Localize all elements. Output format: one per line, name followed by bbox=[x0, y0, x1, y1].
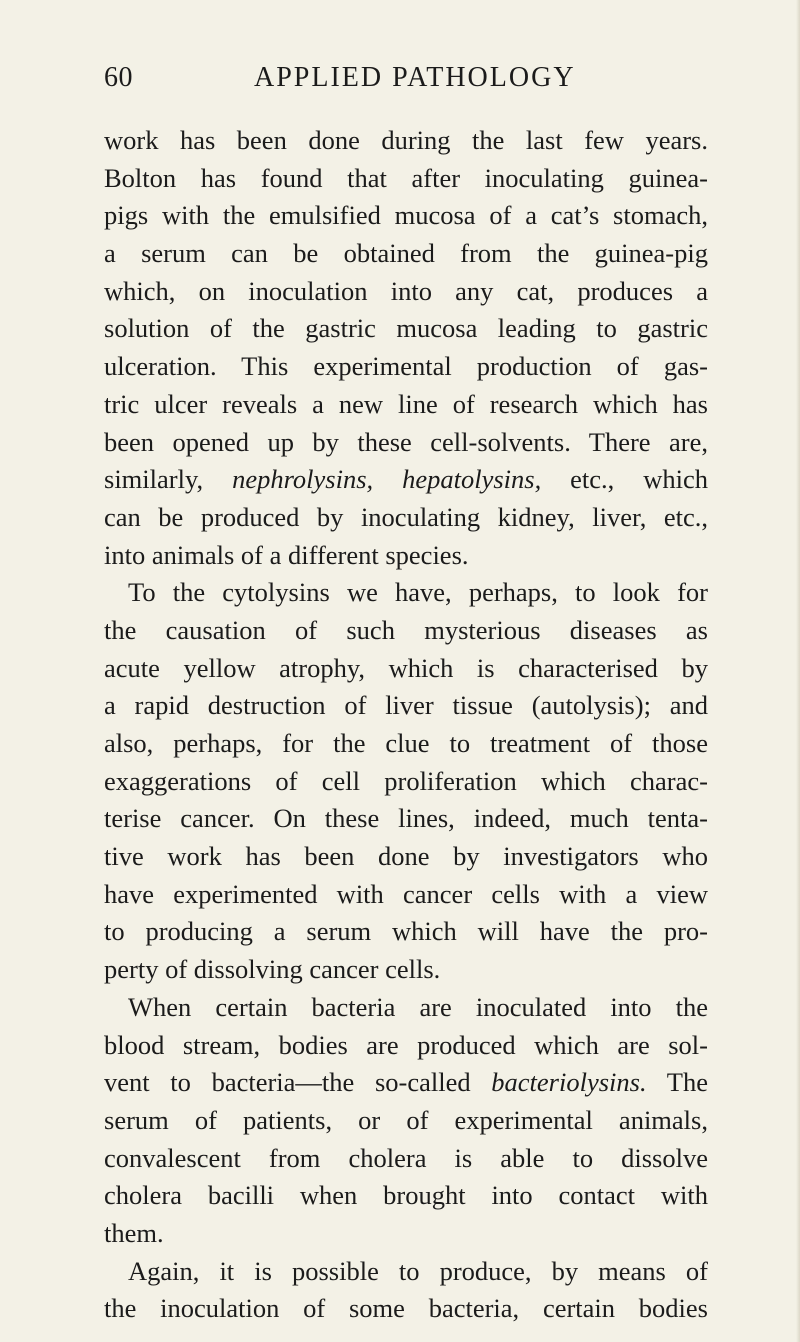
page-edge bbox=[796, 0, 800, 1342]
text-line bbox=[104, 160, 708, 198]
text-segment: them. bbox=[104, 1217, 164, 1248]
text-line bbox=[104, 424, 708, 462]
text-line bbox=[104, 310, 708, 348]
text-segment: to producing a serum which will have the pro- bbox=[104, 916, 708, 947]
text-segment: ulceration. This experimental production of gas- bbox=[104, 351, 708, 382]
text-segment: which, on inoculation into any cat, produces a bbox=[104, 275, 708, 306]
text-line bbox=[104, 1027, 708, 1065]
text-line bbox=[104, 1215, 708, 1253]
text-segment: convalescent from cholera is able to dissolve bbox=[104, 1142, 708, 1173]
text-line bbox=[104, 951, 708, 989]
text-line bbox=[104, 273, 708, 311]
text-segment: a serum can be obtained from the guinea-pig bbox=[104, 238, 708, 269]
text-line bbox=[104, 348, 708, 386]
text-segment: pigs with the emulsified mucosa of a cat’s stomach, bbox=[104, 200, 708, 231]
text-segment: Bolton has found that after inoculating guinea- bbox=[104, 162, 708, 193]
text-line bbox=[104, 386, 708, 424]
text-segment: perty of dissolving cancer cells. bbox=[104, 954, 441, 985]
text-segment: blood stream, bodies are produced which are sol- bbox=[104, 1029, 708, 1060]
text-line bbox=[104, 687, 708, 725]
text-line bbox=[104, 1177, 708, 1215]
text-segment: The bbox=[646, 1067, 708, 1098]
running-head bbox=[104, 62, 708, 102]
text-line bbox=[104, 725, 708, 763]
text-segment: vent to bacteria—the so-called bbox=[104, 1067, 492, 1098]
text-line bbox=[104, 612, 708, 650]
page-number: 60 bbox=[104, 62, 133, 93]
text-segment: To the cytolysins we have, perhaps, to look for bbox=[128, 577, 708, 608]
text-segment: similarly, bbox=[104, 464, 233, 495]
text-line bbox=[104, 1064, 708, 1102]
text-line bbox=[104, 1290, 708, 1328]
text-segment: Again, it is possible to produce, by means of bbox=[128, 1255, 708, 1286]
text-segment: also, perhaps, for the clue to treatment of those bbox=[104, 728, 708, 758]
text-line bbox=[104, 235, 708, 273]
text-line bbox=[104, 650, 708, 688]
text-line bbox=[104, 913, 708, 951]
text-segment: cholera bacilli when brought into contact with bbox=[104, 1180, 708, 1211]
running-title: APPLIED PATHOLOGY bbox=[254, 62, 576, 93]
text-segment: the inoculation of some bacteria, certain bodies bbox=[104, 1293, 708, 1324]
text-segment: exaggerations of cell proliferation which charac- bbox=[104, 765, 708, 796]
text-segment: solution of the gastric mucosa leading to gastric bbox=[104, 313, 708, 344]
text-segment: can be produced by inoculating kidney, liver, etc., bbox=[104, 501, 708, 532]
text-line bbox=[104, 1102, 708, 1140]
text-line bbox=[104, 763, 708, 801]
text-line bbox=[104, 1253, 708, 1291]
text-line bbox=[104, 838, 708, 876]
text-segment: terise cancer. On these lines, indeed, much tenta- bbox=[104, 803, 708, 834]
text-segment: acute yellow atrophy, which is characterised by bbox=[104, 652, 708, 683]
text-line bbox=[104, 574, 708, 612]
text-line bbox=[104, 122, 708, 160]
text-segment: etc., which bbox=[541, 464, 708, 495]
text-segment: work has been done during the last few years. bbox=[104, 125, 708, 155]
text-line bbox=[104, 876, 708, 914]
text-segment: a rapid destruction of liver tissue (autolysis); and bbox=[104, 690, 708, 721]
text-segment: When certain bacteria are inoculated into the bbox=[128, 991, 708, 1022]
italic-term: nephrolysins, hepatolysins, bbox=[232, 464, 542, 495]
text-line bbox=[104, 989, 708, 1027]
text-segment: been opened up by these cell-solvents. There are, bbox=[104, 426, 708, 457]
text-line bbox=[104, 197, 708, 235]
text-segment: have experimented with cancer cells with a view bbox=[104, 878, 708, 909]
text-segment: into animals of a different species. bbox=[104, 539, 469, 570]
text-line bbox=[104, 499, 708, 537]
text-segment: tive work has been done by investigators who bbox=[104, 841, 708, 872]
text-segment: the causation of such mysterious diseases as bbox=[104, 614, 708, 645]
text-line bbox=[104, 1140, 708, 1178]
italic-term: bacteriolysins. bbox=[491, 1067, 647, 1098]
text-line bbox=[104, 537, 708, 575]
text-segment: tric ulcer reveals a new line of research which has bbox=[104, 388, 708, 419]
body-text bbox=[104, 122, 708, 1328]
text-line bbox=[104, 461, 708, 499]
text-segment: serum of patients, or of experimental animals, bbox=[104, 1104, 708, 1135]
text-line bbox=[104, 800, 708, 838]
